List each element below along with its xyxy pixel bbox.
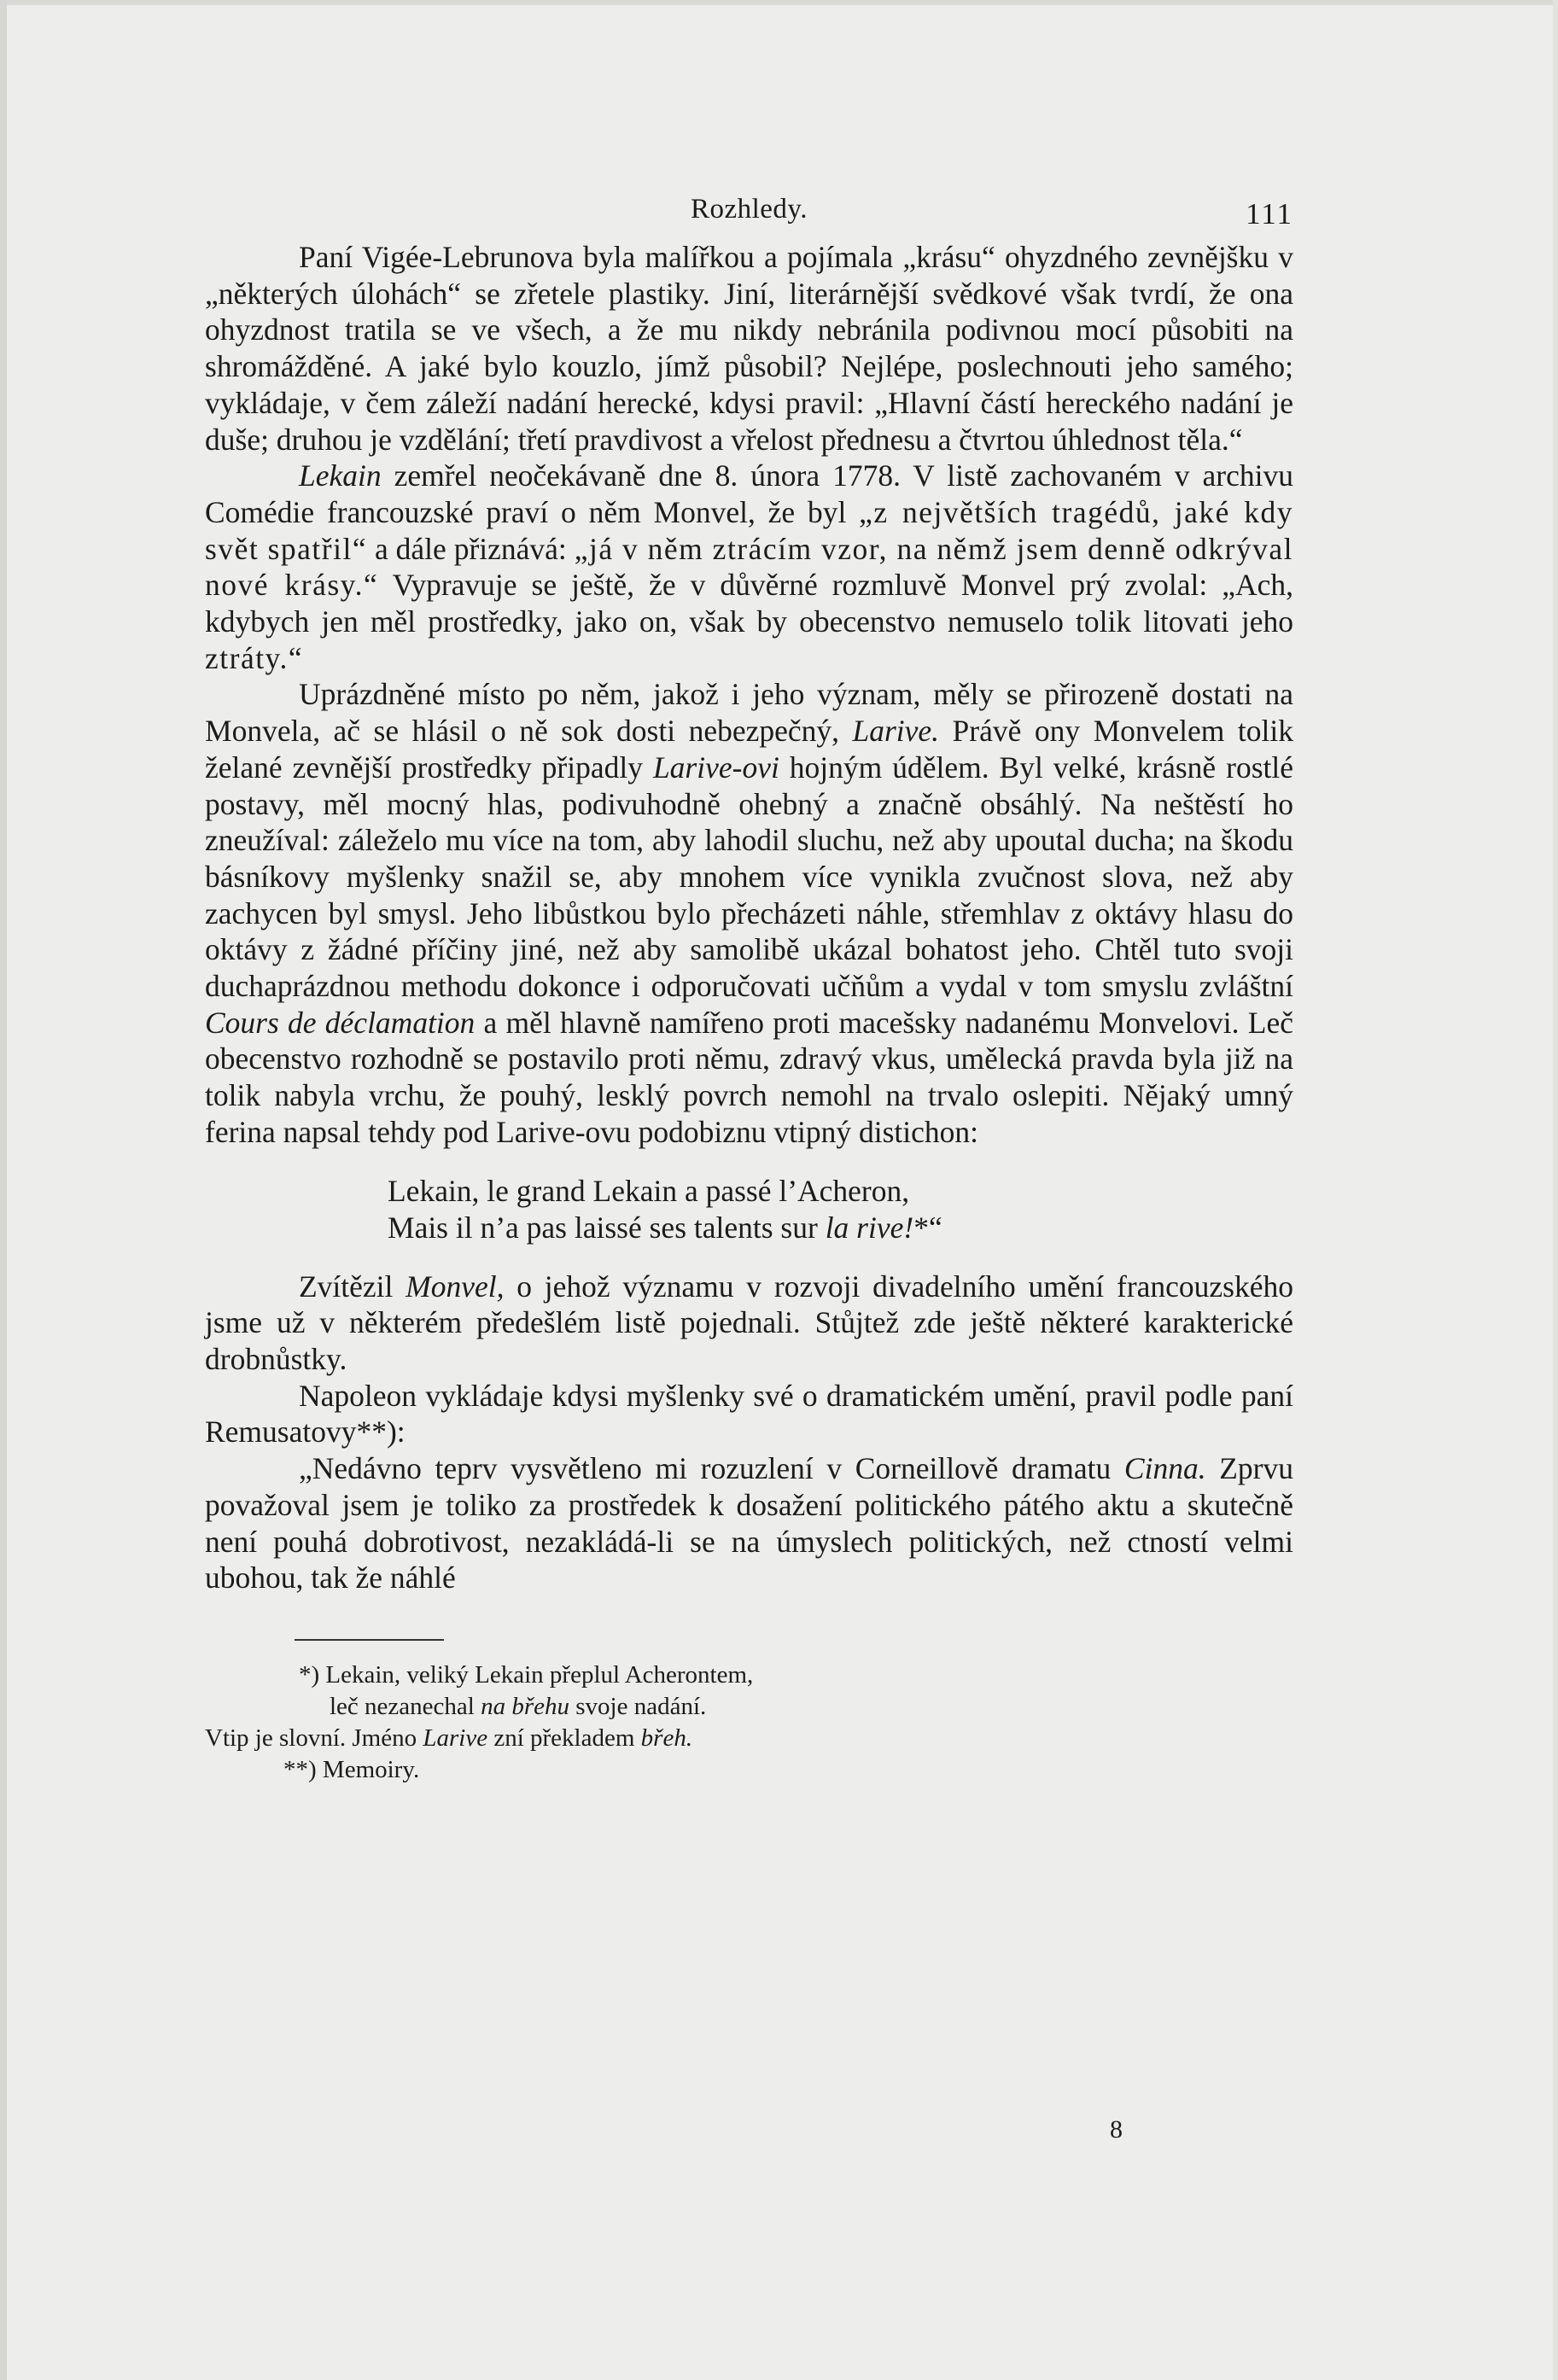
p3-text-d: a měl hlavně namířeno proti macešsky nadanému Monvelovi. Leč obecenstvo rozhodně se postavilo proti němu, zdravý vkus, umělecká pravda byla již na tolik nabyla vrchu, že pouhý, lesklý povrch nemohl na trvalo oslepiti. Nějaký umný ferina napsal tehdy pod Larive-ovu podobiznu vtipný distichon: [205, 1005, 1293, 1149]
title-cinna: Cinna. [1123, 1451, 1206, 1486]
p2-quote-1: „z největších tragédů, jaké kdy svět spatřil“ [205, 494, 1293, 566]
footnote-1-line-1: *) Lekain, veliký Lekain přeplul Acherontem, [299, 1660, 754, 1689]
p6-text-b: Zprvu považoval jsem je toliko za prostředek k dosažení politického pátého aktu a skutečně není pouhá dobrotivost, nezakládá-li se na úmyslech politických, než ctností velmi ubohou, tak že náhlé [205, 1451, 1293, 1595]
name-monvel: Monvel, [406, 1269, 505, 1304]
footnote-2: **) Memoiry. [283, 1755, 420, 1783]
fn1-italic: na břehu [481, 1692, 570, 1720]
paragraph-2 [205, 458, 1293, 676]
verse-line-2 [388, 1210, 1293, 1246]
footnotes [205, 1660, 1293, 1786]
p2-end: ztráty.“ [205, 640, 304, 675]
scan-edge-top [0, 0, 1558, 5]
p2-text-a: zemřel neočekávaně dne 8. února 1778. V listě zachovaném v archivu Comédie francouzské praví o něm Monvel, že byl [205, 458, 1293, 529]
p3-text-b: Právě ony Monvelem tolik želané zevnější prostředky připadly [205, 714, 1293, 785]
paragraph-6 [205, 1450, 1293, 1596]
footnote-1-line-2 [205, 1691, 1293, 1723]
p4-text-b: o jehož významu v rozvoji divadelního umění francouzského jsme už v některém předešlém listě pojednali. Stůjtež zde ještě některé karakterické drobnůstky. [205, 1269, 1293, 1376]
fn2-italic-larive: Larive [423, 1724, 488, 1752]
name-lekain: Lekain [299, 458, 382, 493]
fn1-text-c: svoje nadání. [569, 1692, 707, 1720]
p6-text-a: „Nedávno teprv vysvětleno mi rozuzlení v Corneillově dramatu [299, 1451, 1124, 1486]
p4-text-a: Zvítězil [299, 1269, 406, 1304]
fn2-text-a: Vtip je slovní. Jméno [205, 1724, 423, 1752]
verse-line-2-italic: la rive! [825, 1210, 914, 1245]
p2-text-b: a dále přiznává: [367, 531, 575, 566]
signature-mark: 8 [1110, 2115, 1123, 2144]
paragraph-5: Napoleon vykládaje kdysi myšlenky své o dramatickém umění, pravil podle paní Remusatovy**): [205, 1378, 1293, 1450]
p3-text-a: Uprázdněné místo po něm, jakož i jeho význam, měly se přirozeně dostati na Monvela, ač se hlásil o ně sok dosti nebezpečný, [205, 677, 1293, 749]
paragraph-4 [205, 1269, 1293, 1378]
name-larive: Larive. [852, 714, 940, 749]
scan-edge-right [1553, 0, 1558, 2380]
p2-text-c: Vypravuje se ještě, že v důvěrné rozmluvě Monvel prý zvolal: „Ach, kdybych jen měl prostředky, jako on, však by obecenstvo nemuselo tolik litovati jeho [205, 568, 1293, 639]
page-header [205, 188, 1293, 239]
page-body [205, 188, 1293, 1786]
footnote-rule [295, 1639, 444, 1641]
running-head: Rozhledy. [690, 194, 808, 225]
paragraph-3 [205, 676, 1293, 1150]
paragraph-1: Paní Vigée-Lebrunova byla malířkou a pojímala „krásu“ ohyzdného zevnějšku v „některých úlohách“ se zřetele plastiky. Jiní, literárnější svědkové však tvrdí, že ona ohyzdnost tratila se ve všech, a že mu nikdy nebránila podivnou mocí působiti na shromážděné. A jaké bylo kouzlo, jímž působil? Nejlépe, poslechnouti jeho samého; vykládaje, v čem záleží nadání herecké, kdysi pravil: „Hlavní částí hereckého nadání je duše; druhou je vzdělání; třetí pravdivost a vřelost přednesu a čtvrtou úhlednost těla.“ [205, 240, 1293, 457]
title-cours-de-declamation: Cours de déclamation [205, 1005, 476, 1040]
fn1-text-a: leč nezanechal [330, 1692, 481, 1720]
distich-verse [388, 1173, 1293, 1246]
footnote-1-note [205, 1723, 1293, 1754]
fn2-italic-breh: břeh. [640, 1724, 693, 1752]
page-number: 111 [1246, 197, 1293, 230]
name-larive-ovi: Larive-ovi [652, 750, 779, 785]
p2-quote-2: „já v něm ztrácím vzor, na němž jsem denně odkrýval nové krásy.“ [205, 531, 1294, 603]
p3-text-c: hojným údělem. Byl velké, krásně rostlé postavy, měl mocný hlas, podivuhodně ohebný a značně obsáhlý. Na neštěstí ho zneužíval: záleželo mu více na tom, aby lahodil sluchu, než aby upoutal ducha; na škodu básníkovy myšlenky snažil se, aby mnohem více vynikla zvučnost slova, než aby zachycen byl smysl. Jeho libůstkou bylo přecházeti náhle, střemhlav z oktávy hlasu do oktávy z žádné příčiny jiné, než aby samolibě ukázal bohatost jeho. Chtěl tuto svoji duchaprázdnou methodu dokonce i odporučovati učňům a vydal v tom smyslu zvláštní [205, 750, 1293, 1004]
verse-line-1: Lekain, le grand Lekain a passé l’Acheron, [388, 1173, 910, 1208]
scan-edge-left [0, 0, 7, 2380]
fn2-text-c: zní překladem [487, 1724, 641, 1752]
verse-line-2-mark: *“ [913, 1210, 942, 1245]
verse-line-2-a: Mais il n’a pas laissé ses talents sur [388, 1210, 826, 1245]
